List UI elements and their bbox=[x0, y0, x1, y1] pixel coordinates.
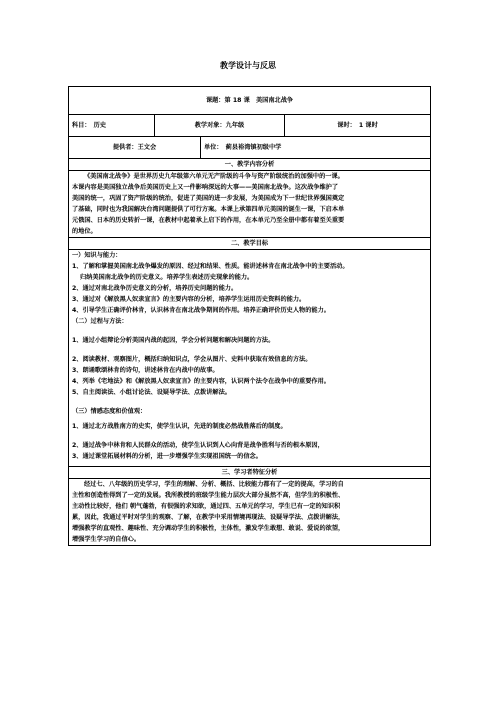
subject-cell: 科目： 历史 bbox=[69, 115, 155, 137]
objective-item: 4、引导学生正确评价林肯，认识林肯在南北战争期间的作用。培养正确评价历史人物的能力。 bbox=[72, 307, 330, 314]
hours-cell: 课时： 1 课时 bbox=[285, 115, 431, 137]
provider-cell: 提供者：王文会 bbox=[69, 137, 201, 159]
lesson-title-row bbox=[69, 87, 431, 115]
content-analysis-body bbox=[69, 171, 431, 238]
subject-row bbox=[69, 115, 431, 137]
section-heading-objectives: 二、教学目标 bbox=[69, 238, 431, 250]
unit-cell: 单位： 蓟县裕湾镇初级中学 bbox=[201, 137, 431, 159]
learner-line: 主性和创造性得到了一定的发展。我所教授的班级学生能力层次大部分虽然不高，但学生的积极性、 bbox=[72, 492, 345, 499]
process-item: 2、阅读教材、观察图片，概括归纳知识点，学会从图片、史料中获取有效信息的方法。 bbox=[72, 356, 312, 363]
process-item: 5、自主阅读法、小组讨论法、设疑导学法、点拨讲解法。 bbox=[72, 389, 231, 396]
learner-line: 主动性比较好，他们 朝气蓬勃，有很强的求知欲，通过四、五单元的学习，学生已有一定的知识积 bbox=[72, 503, 341, 510]
objective-item: 2、通过对南北战争历史意义的分析，培养历史问题的能力。 bbox=[72, 285, 238, 292]
learner-analysis-body bbox=[69, 479, 431, 546]
sec2-body-row bbox=[69, 250, 431, 467]
lesson-title: 课题：第 18 课 美国南北战争 bbox=[69, 87, 431, 115]
objectives-subheading: （二）过程与方法： bbox=[72, 318, 128, 325]
section-heading-learner-analysis: 三、学习者特征分析 bbox=[69, 467, 431, 479]
objectives-body bbox=[69, 250, 431, 467]
objective-item: 归纳美国南北战争的历史意义。培养学生表述历史现象的能力。 bbox=[80, 274, 254, 281]
learner-line: 增强学生学习的自信心。 bbox=[72, 536, 141, 543]
emotion-item: 3、通过课堂拓展材料的分析，进一步增强学生实现祖国统一的信念。 bbox=[72, 453, 262, 460]
sec1-heading-row bbox=[69, 159, 431, 171]
objective-item: 3、通过对《解放黑人奴隶宣言》的主要内容的分析，培养学生运用历史资料的能力。 bbox=[72, 296, 306, 303]
content-line: 《美国南北战争》是世界历史九年级第六单元无产阶级的斗争与资产阶级统治的加强中的一课。 bbox=[84, 173, 344, 180]
process-item: 4、列举《宅地法》和《解放黑人奴隶宣言》的主要内容，认识两个法令在战争中的重要作用。 bbox=[72, 378, 330, 385]
emotion-item: 2、通过战争中林肯和人民群众的活动，使学生认识到人心向背是战争胜利与否的根本原因， bbox=[72, 442, 324, 449]
lesson-design-table bbox=[68, 86, 431, 546]
sec3-heading-row bbox=[69, 467, 431, 479]
objectives-subheading: （三）情感态度和价值观： bbox=[72, 408, 147, 415]
document-title: 教学设计与反思 bbox=[220, 61, 276, 70]
learner-line: 经过七、八年级的历史学习，学生的理解、分析、概括、比较能力都有了一定的提高，学习的自 bbox=[84, 481, 344, 488]
section-heading-content-analysis: 一、教学内容分析 bbox=[69, 159, 431, 171]
process-item: 3、朗诵歌颂林肯的诗句，讲述林肯在内战中的故事。 bbox=[72, 367, 219, 374]
audience-cell: 教学对象：九年级 bbox=[155, 115, 285, 137]
content-line: 美国的统一，巩固了资产阶级的统治，促进了美国的进一步发展，为美国成为下一世纪世界强国奠定 bbox=[72, 195, 345, 202]
learner-line: 累，因此，我通过平时对学生的观察、了解，在教学中采用情境再现法、设疑导学法、点拨讲解法， bbox=[72, 514, 345, 521]
emotion-item: 1、通过北方战胜南方的史实，使学生认识，先进的制度必然战胜落后的制度。 bbox=[72, 423, 287, 430]
objective-item: 1、了解和掌握美国南北战争爆发的原因、经过和结果、性质。能讲述林肯在南北战争中的主要活动。 bbox=[72, 263, 349, 270]
objectives-subheading: 一）知识与能力： bbox=[72, 252, 122, 259]
content-line: 了基础，同时也为我国解决台湾问题提供了可行方案。本课上承第四单元美国的诞生一课，下启本单 bbox=[72, 206, 345, 213]
learner-line: 增强教学的直观性、趣味性、充分调动学生的积极性，主体性，激发学生敢想、敢说、爱说的欲望， bbox=[72, 525, 345, 532]
content-line: 元俄国、日本的历史转折一课，在教材中起着承上启下的作用，在本单元乃至全册中都有着至关重要 bbox=[72, 217, 345, 224]
content-line: 的地位。 bbox=[72, 228, 97, 235]
sec2-heading-row bbox=[69, 238, 431, 250]
sec3-body-row bbox=[69, 479, 431, 546]
process-item: 1、通过小组辩论分析美国内战的起因，学会分析问题和解决问题的方法。 bbox=[72, 337, 275, 344]
sec1-body-row bbox=[69, 171, 431, 238]
provider-row bbox=[69, 137, 431, 159]
content-line: 本课内容是美国独立战争后美国历史上又一件影响深远的大事——美国南北战争。这次战争维护了 bbox=[72, 184, 339, 191]
